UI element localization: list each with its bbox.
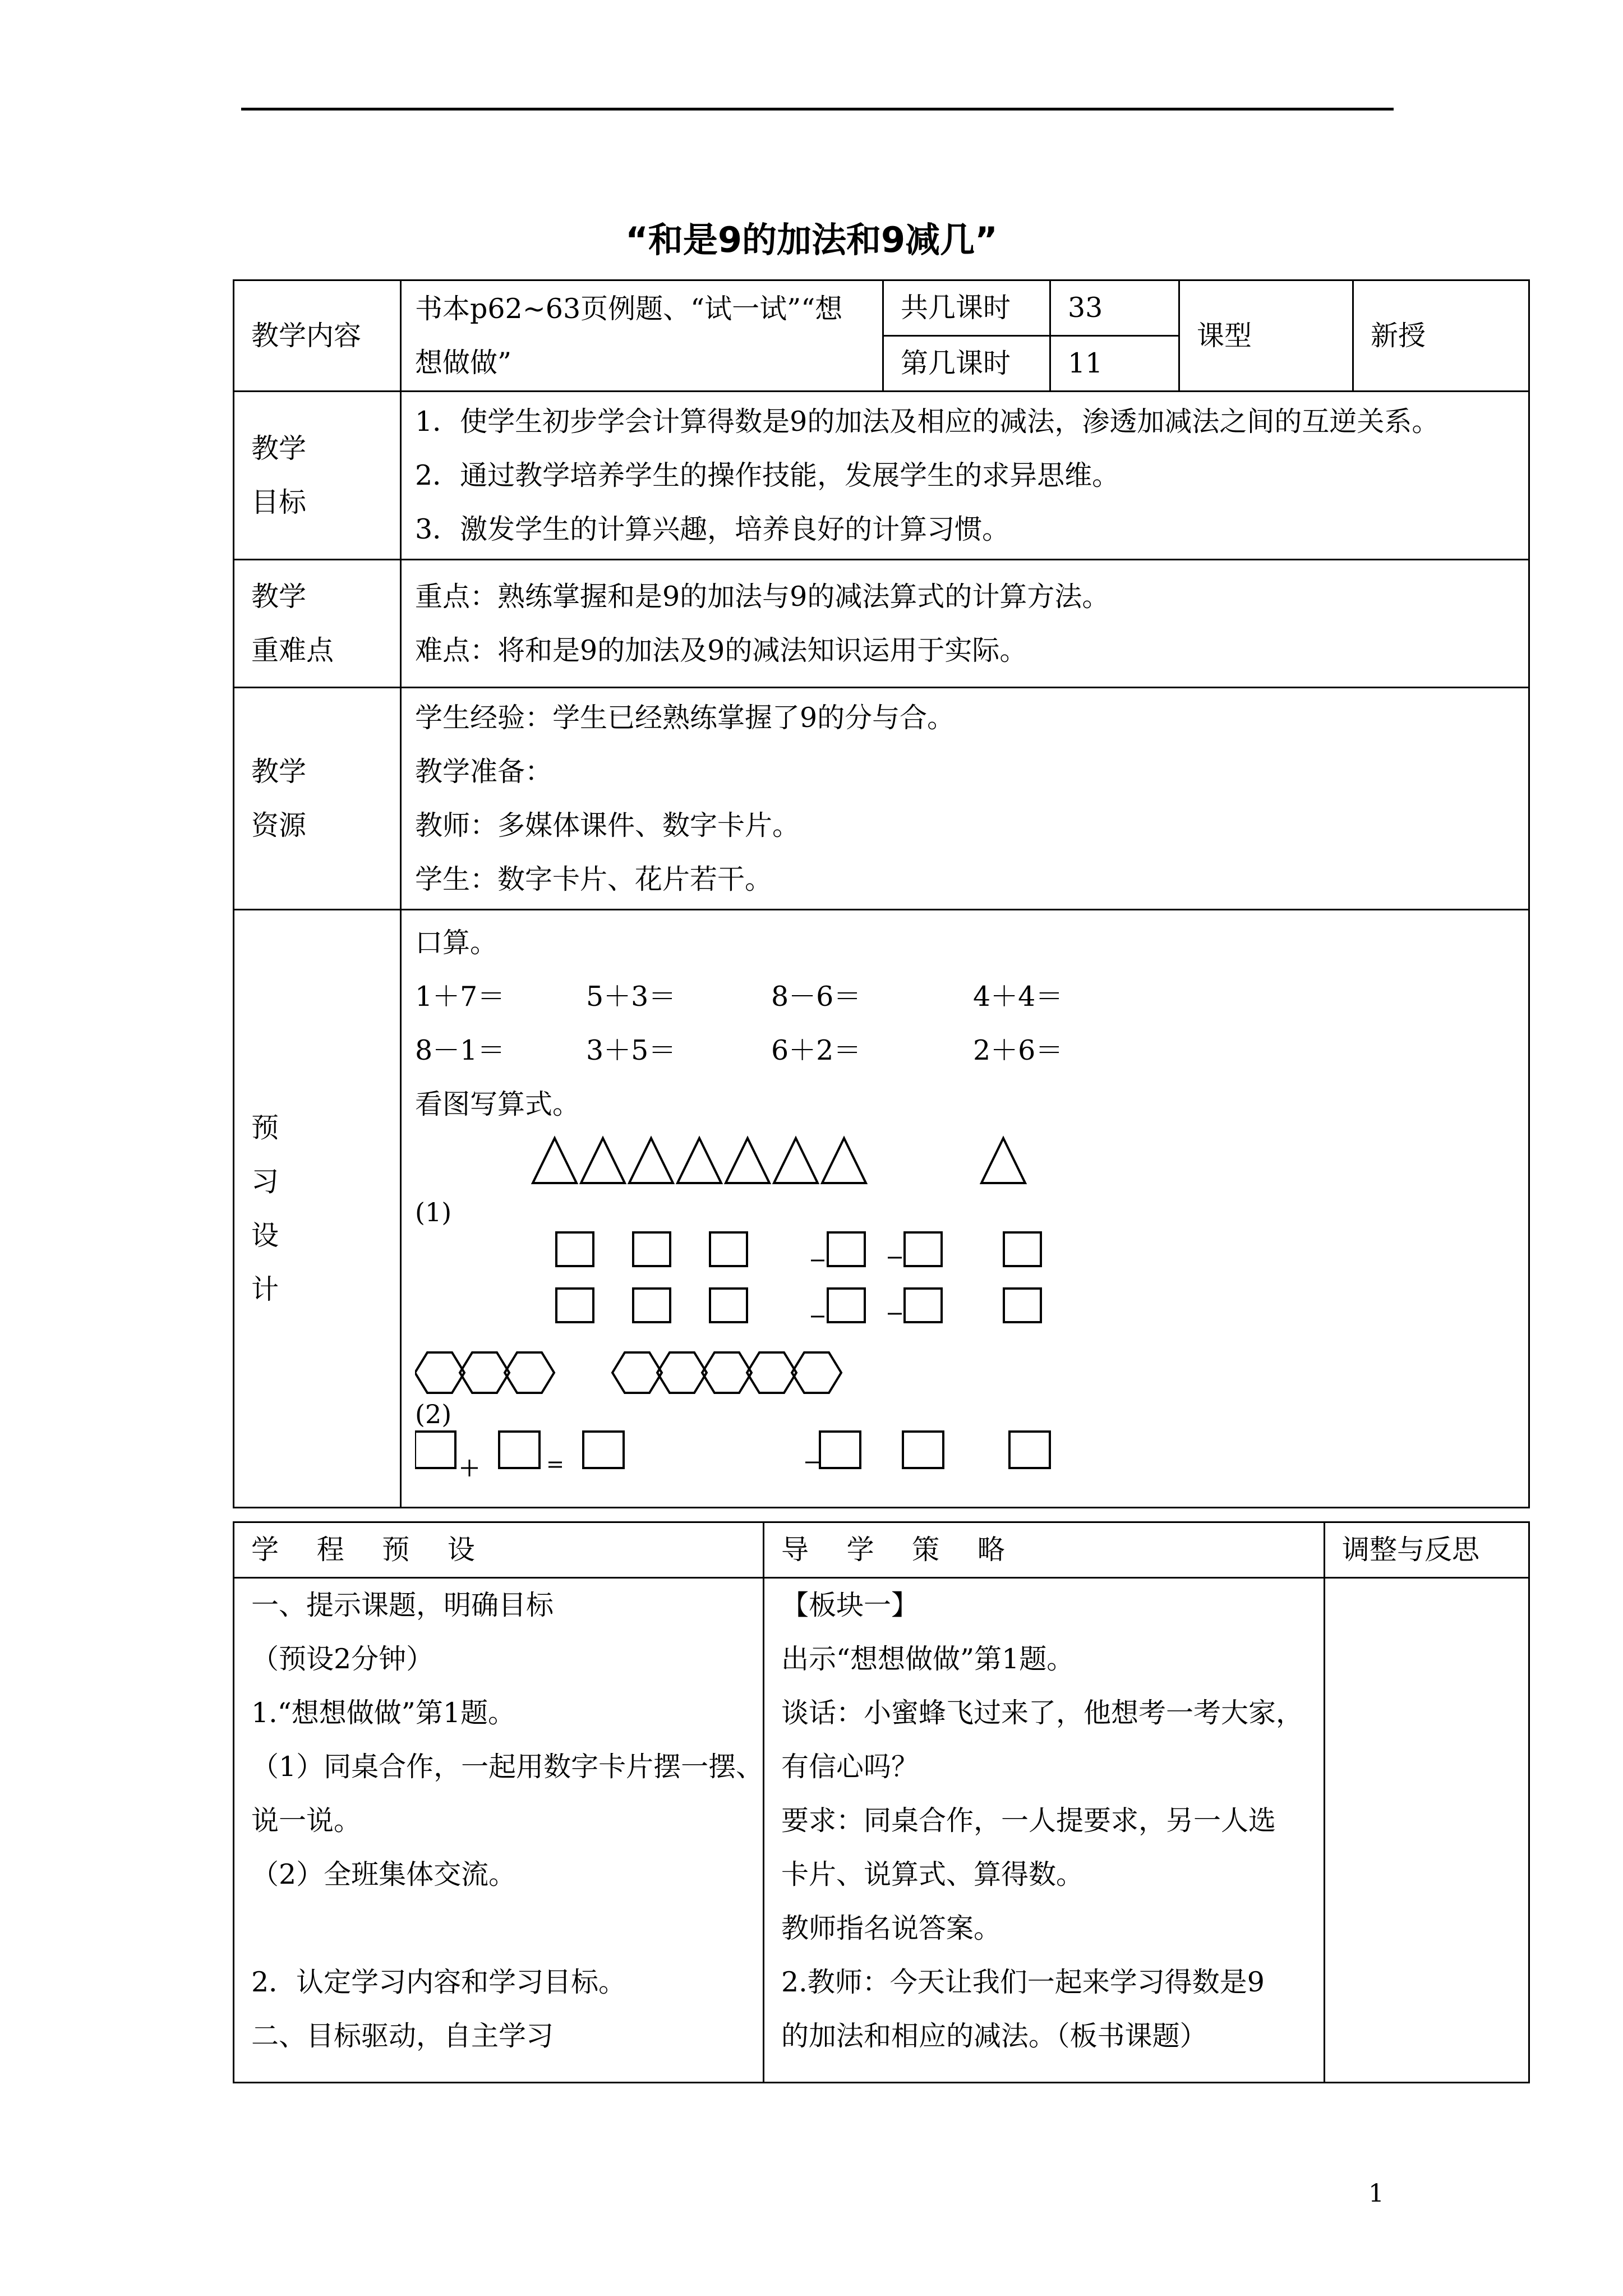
triangle-shape xyxy=(774,1138,818,1183)
keypoints-content xyxy=(401,560,1529,688)
process-line: （1）同桌合作，一起用数字卡片摆一摆、 xyxy=(251,1751,764,1783)
answer-box xyxy=(828,1289,865,1322)
process-line: 二、目标驱动，自主学习 xyxy=(251,2020,554,2052)
answer-box xyxy=(820,1432,860,1468)
hexagon-group xyxy=(415,1352,841,1393)
goals-content xyxy=(401,392,1529,560)
answer-box xyxy=(1004,1232,1041,1266)
process-line: （2）全班集体交流。 xyxy=(251,1858,517,1890)
question-1-label: (1) xyxy=(415,1197,452,1227)
operator-marks xyxy=(461,1258,902,1476)
resources-label: 教学 资源 xyxy=(234,688,401,910)
answer-box xyxy=(903,1432,943,1468)
triangle-shape xyxy=(726,1138,769,1183)
keypoint-item: 难点：将和是9的加法及9的减法知识运用于实际。 xyxy=(415,634,1027,666)
arith-item: 2＋6＝ xyxy=(973,1034,1063,1066)
resource-item: 学生：数字卡片、花片若干。 xyxy=(415,863,773,895)
triangle-group xyxy=(533,1138,1025,1183)
hexagon-shape xyxy=(657,1352,707,1393)
answer-boxes-2 xyxy=(415,1432,1050,1468)
triangle-shape xyxy=(581,1138,625,1183)
page-title: “和是9的加法和9减几” xyxy=(625,219,998,260)
answer-box xyxy=(828,1232,865,1266)
process-table xyxy=(233,1521,1530,2083)
hexagon-shape xyxy=(460,1352,509,1393)
answer-box xyxy=(556,1232,593,1266)
header-rule xyxy=(241,108,1394,111)
lesson-type-value: 新授 xyxy=(1353,280,1529,392)
process-content xyxy=(234,1578,764,2083)
triangle-shape xyxy=(677,1138,721,1183)
strategy-line: 出示“想想做做”第1题。 xyxy=(781,1643,1075,1675)
strategy-line: 【板块一】 xyxy=(781,1589,919,1621)
strategy-line: 的加法和相应的减法。（板书课题） xyxy=(781,2020,1207,2052)
picture-title: 看图写算式。 xyxy=(415,1088,580,1120)
strategy-header: 导 学 策 略 xyxy=(764,1522,1325,1578)
goal-item: 2．通过教学培养学生的操作技能，发展学生的求异思维。 xyxy=(415,459,1120,491)
arith-item: 8－1＝ xyxy=(415,1034,505,1066)
strategy-line: 2.教师：今天让我们一起来学习得数是9 xyxy=(781,1966,1265,1998)
hexagon-shape xyxy=(415,1352,464,1393)
lesson-info-table xyxy=(233,279,1530,1508)
goal-item: 1．使学生初步学会计算得数是9的加法及相应的减法，渗透加减法之间的互逆关系。 xyxy=(415,405,1440,438)
triangle-shape xyxy=(822,1138,866,1183)
strategy-line: 教师指名说答案。 xyxy=(781,1912,1002,1944)
process-line: （预设2分钟） xyxy=(251,1643,434,1675)
arith-item: 3＋5＝ xyxy=(586,1034,676,1066)
lesson-type-label: 课型 xyxy=(1179,280,1353,392)
answer-boxes-1a xyxy=(556,1232,1041,1266)
reflection-content xyxy=(1325,1578,1529,2083)
answer-box xyxy=(1004,1289,1041,1322)
arith-item: 6＋2＝ xyxy=(771,1034,861,1066)
answer-box xyxy=(710,1232,747,1266)
preview-label: 预 习 设 计 xyxy=(234,910,401,1508)
keypoints-label: 教学 重难点 xyxy=(234,560,401,688)
strategy-line: 要求：同桌合作，一人提要求，另一人选 xyxy=(781,1805,1276,1837)
keypoint-item: 重点：熟练掌握和是9的加法与9的减法算式的计算方法。 xyxy=(415,580,1110,613)
hexagon-shape xyxy=(747,1352,796,1393)
arith-item: 5＋3＝ xyxy=(586,981,676,1013)
hexagon-shape xyxy=(702,1352,751,1393)
hexagon-shape xyxy=(505,1352,554,1393)
content-label: 教学内容 xyxy=(234,280,401,392)
answer-box xyxy=(1009,1432,1050,1468)
arith-item: 1＋7＝ xyxy=(415,981,505,1013)
answer-box xyxy=(905,1232,942,1266)
answer-box xyxy=(583,1432,624,1468)
process-line: 一、提示课题，明确目标 xyxy=(251,1589,554,1621)
nth-lesson-value: 11 xyxy=(1050,336,1179,392)
arith-row-2 xyxy=(415,1024,1528,1078)
arith-item: 8－6＝ xyxy=(771,981,861,1013)
process-line: 说一说。 xyxy=(251,1805,362,1837)
content-value: 书本p62~63页例题、“试一试”“想 想做做” xyxy=(401,280,883,392)
answer-box xyxy=(633,1289,670,1322)
page-number: 1 xyxy=(1368,2179,1384,2208)
picture-exercises xyxy=(415,1131,1528,1496)
arith-row-1 xyxy=(415,970,1528,1024)
hexagon-shape xyxy=(792,1352,841,1393)
strategy-line: 卡片、说算式、算得数。 xyxy=(781,1858,1084,1890)
goal-item: 3．激发学生的计算兴趣，培养良好的计算习惯。 xyxy=(415,513,1010,545)
process-header: 学 程 预 设 xyxy=(234,1522,764,1578)
answer-box xyxy=(499,1432,540,1468)
answer-box xyxy=(415,1432,455,1468)
total-lessons-value: 33 xyxy=(1050,280,1179,336)
nth-lesson-label: 第几课时 xyxy=(883,336,1050,392)
answer-box xyxy=(556,1289,593,1322)
arith-item: 4＋4＝ xyxy=(973,981,1063,1013)
total-lessons-label: 共几课时 xyxy=(883,280,1050,336)
oral-title: 口算。 xyxy=(415,927,498,959)
triangle-shape xyxy=(533,1138,577,1183)
picture-exercises-svg xyxy=(415,1131,1200,1496)
resource-item: 教学准备： xyxy=(415,755,553,788)
process-line xyxy=(251,1902,763,1955)
answer-boxes-1b xyxy=(556,1289,1041,1322)
answer-box xyxy=(710,1289,747,1322)
hexagon-shape xyxy=(612,1352,662,1393)
preview-content xyxy=(401,910,1529,1508)
strategy-line: 谈话：小蜜蜂飞过来了，他想考一考大家， xyxy=(781,1697,1304,1729)
resource-item: 学生经验：学生已经熟练掌握了9的分与合。 xyxy=(415,701,955,734)
answer-box xyxy=(905,1289,942,1322)
goals-label: 教学 目标 xyxy=(234,392,401,560)
resources-content xyxy=(401,688,1529,910)
triangle-shape xyxy=(981,1138,1025,1183)
process-line: 2．认定学习内容和学习目标。 xyxy=(251,1966,626,1998)
process-line: 1.“想想做做”第1题。 xyxy=(251,1697,516,1729)
strategy-content xyxy=(764,1578,1325,2083)
triangle-shape xyxy=(629,1138,673,1183)
question-2-label: (2) xyxy=(415,1399,452,1429)
answer-box xyxy=(633,1232,670,1266)
strategy-line: 有信心吗？ xyxy=(781,1751,919,1783)
reflection-header: 调整与反思 xyxy=(1325,1522,1529,1578)
resource-item: 教师：多媒体课件、数字卡片。 xyxy=(415,809,800,841)
